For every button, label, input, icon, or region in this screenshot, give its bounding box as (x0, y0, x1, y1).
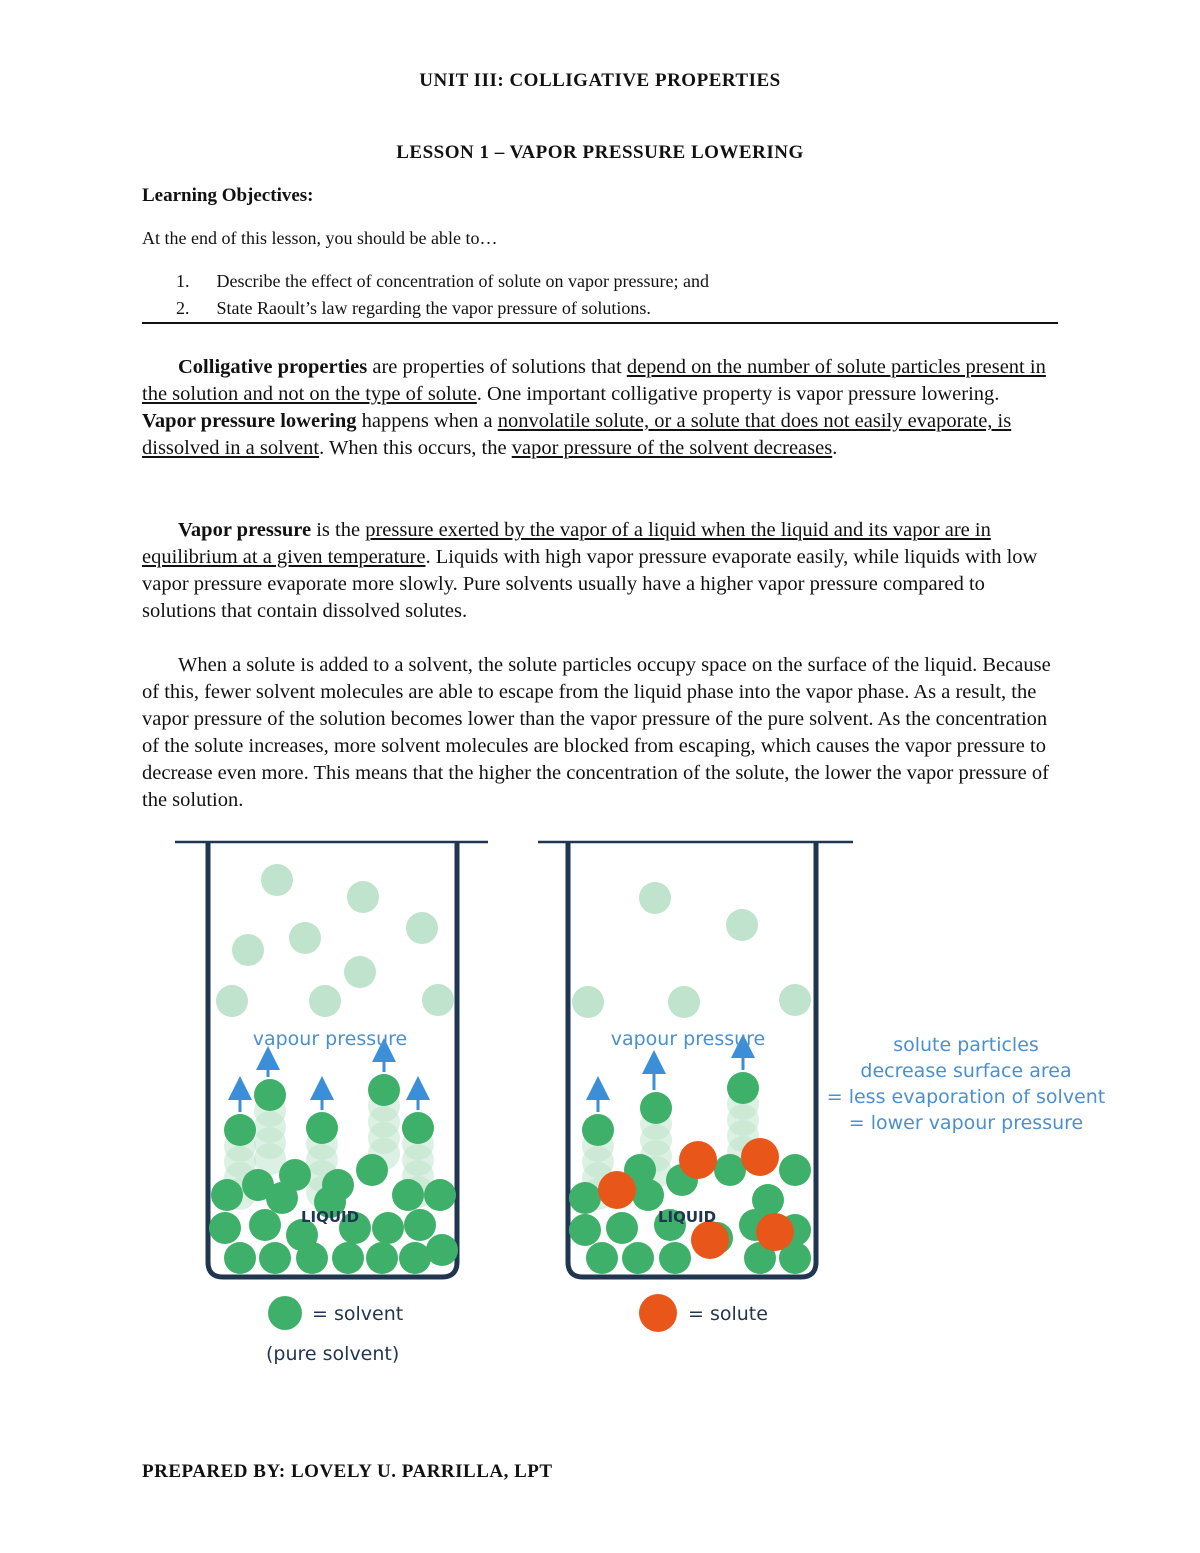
solvent-legend-swatch (268, 1296, 302, 1330)
liquid-label: LIQUID (300, 1208, 360, 1226)
paragraph-colligative (142, 354, 1058, 462)
vapor-molecule (726, 909, 758, 941)
lesson-title: LESSON 1 – VAPOR PRESSURE LOWERING (396, 142, 804, 163)
solvent-molecule (426, 1234, 458, 1266)
solvent-molecule (640, 1092, 672, 1124)
vapor-molecule (344, 956, 376, 988)
solvent-molecule (569, 1214, 601, 1246)
prepared-by-footer: PREPARED BY: LOVELY U. PARRILLA, LPT (142, 1461, 553, 1482)
vapor-molecule (232, 934, 264, 966)
list-item-text: State Raoult’s law regarding the vapor pressure of solutions. (216, 298, 651, 318)
solvent-molecule (424, 1179, 456, 1211)
vapor-molecule (779, 984, 811, 1016)
text-run: When a solute is added to a solvent, the solute particles occupy space on the surface of the liquid. Because of this, fewer solvent molecules are able to escape from the liquid phase into the vapor phase. As a result, the vapor pressure of the solution becomes lower than the vapor pressure of the pure solvent. As the concentration of the solute increases, more solvent molecules are blocked from escaping, which causes the vapor pressure to decrease even more. This means that the higher the concentration of the solute, the lower the vapor pressure of the solution. (142, 654, 1051, 811)
legend-solvent-label: = solvent (312, 1303, 404, 1325)
vapor-pressure-figure (170, 830, 1110, 1390)
solvent-molecule (209, 1212, 241, 1244)
solvent-molecule (259, 1242, 291, 1274)
solvent-molecule (727, 1072, 759, 1104)
vapor-molecule (572, 986, 604, 1018)
solvent-molecule (356, 1154, 388, 1186)
underlined-definition: pressure exerted by the vapor of a liquid when the liquid and its vapor are in equilibrium at a given temperature (142, 519, 991, 568)
solvent-molecule (402, 1112, 434, 1144)
solvent-molecule (399, 1242, 431, 1274)
underlined-definition: nonvolatile solute, or a solute that does not easily evaporate, is dissolved in a solvent (142, 410, 1012, 459)
solvent-molecule (569, 1182, 601, 1214)
solvent-molecule (586, 1242, 618, 1274)
solvent-molecule (368, 1074, 400, 1106)
note-line: = lower vapour pressure (848, 1112, 1084, 1134)
legend-solute-label: = solute (688, 1303, 768, 1325)
underlined-definition: depend on the number of solute particles present in the solution and not on the type of solute (142, 356, 1046, 405)
list-item-number: 1. (176, 271, 190, 291)
legend-solvent (266, 1296, 403, 1365)
solute-particle (756, 1213, 794, 1251)
legend-solute (639, 1294, 768, 1332)
solute-particle (741, 1138, 779, 1176)
vapor-molecule (406, 912, 438, 944)
list-item (142, 268, 709, 295)
vapour-pressure-label: vapour pressure (252, 1028, 408, 1050)
term-colligative: Colligative properties (178, 356, 368, 378)
solvent-molecule (372, 1212, 404, 1244)
solute-legend-swatch (639, 1294, 677, 1332)
solvent-molecule (582, 1114, 614, 1146)
solvent-molecule (779, 1154, 811, 1186)
solvent-molecule (211, 1179, 243, 1211)
solvent-molecule (224, 1242, 256, 1274)
section-divider (142, 322, 1058, 324)
solvent-molecule (392, 1179, 424, 1211)
list-item (142, 295, 709, 322)
vapour-pressure-label: vapour pressure (610, 1028, 766, 1050)
solvent-molecule (332, 1242, 364, 1274)
paragraph-solute-effect (142, 652, 1058, 814)
text-run: . When this occurs, the (319, 437, 512, 459)
objectives-intro: At the end of this lesson, you should be able to… (142, 228, 498, 248)
text-run: happens when a (356, 410, 498, 432)
underlined-definition: vapor pressure of the solvent decreases (511, 437, 833, 459)
solvent-molecule (659, 1242, 691, 1274)
vapor-molecule (639, 882, 671, 914)
pure-solvent-beaker (175, 842, 488, 1277)
text-run: are properties of solutions that (367, 356, 627, 378)
unit-title: UNIT III: COLLIGATIVE PROPERTIES (419, 70, 781, 91)
solvent-molecule (622, 1242, 654, 1274)
solvent-molecule (366, 1242, 398, 1274)
vapor-molecule (422, 984, 454, 1016)
objectives-heading: Learning Objectives: (142, 185, 314, 206)
note-line: = less evaporation of solvent (826, 1086, 1106, 1108)
legend-pure-solvent-label: (pure solvent) (266, 1343, 400, 1365)
text-run: . Liquids with high vapor pressure evaporate easily, while liquids with low vapor pressure evaporate more slowly. Pure solvents usually have a higher vapor pressure compared to solutions that contain dissolved solutes. (142, 546, 1038, 622)
vapor-molecule (289, 922, 321, 954)
list-item-number: 2. (176, 298, 190, 318)
note-line: decrease surface area (860, 1060, 1072, 1082)
solute-particle (691, 1221, 729, 1259)
explanation-note (827, 1034, 1106, 1134)
solute-particle (598, 1171, 636, 1209)
text-run: is the (311, 519, 366, 541)
liquid-label: LIQUID (657, 1208, 717, 1226)
vapor-molecule (668, 986, 700, 1018)
text-run: . One important colligative property is vapor pressure lowering. (476, 383, 1000, 405)
term-vpl: Vapor pressure lowering (142, 410, 357, 432)
vapor-molecule (309, 985, 341, 1017)
list-item-text: Describe the effect of concentration of solute on vapor pressure; and (216, 271, 709, 291)
note-line: solute particles (893, 1034, 1039, 1056)
solvent-molecule (224, 1114, 256, 1146)
solvent-molecule (249, 1209, 281, 1241)
term-vapor-pressure: Vapor pressure (178, 519, 312, 541)
vapor-molecule (261, 864, 293, 896)
solvent-molecule (296, 1242, 328, 1274)
solvent-molecule (306, 1112, 338, 1144)
text-run: . (832, 437, 838, 459)
solvent-molecule (404, 1209, 436, 1241)
vapor-molecule (216, 985, 248, 1017)
objectives-list (142, 268, 709, 322)
solution-beaker (538, 842, 853, 1277)
vapor-molecule (347, 881, 379, 913)
solvent-molecule (254, 1079, 286, 1111)
solvent-molecule (606, 1212, 638, 1244)
solute-particle (679, 1141, 717, 1179)
solvent-molecule (266, 1182, 298, 1214)
paragraph-vapor-pressure (142, 517, 1058, 625)
